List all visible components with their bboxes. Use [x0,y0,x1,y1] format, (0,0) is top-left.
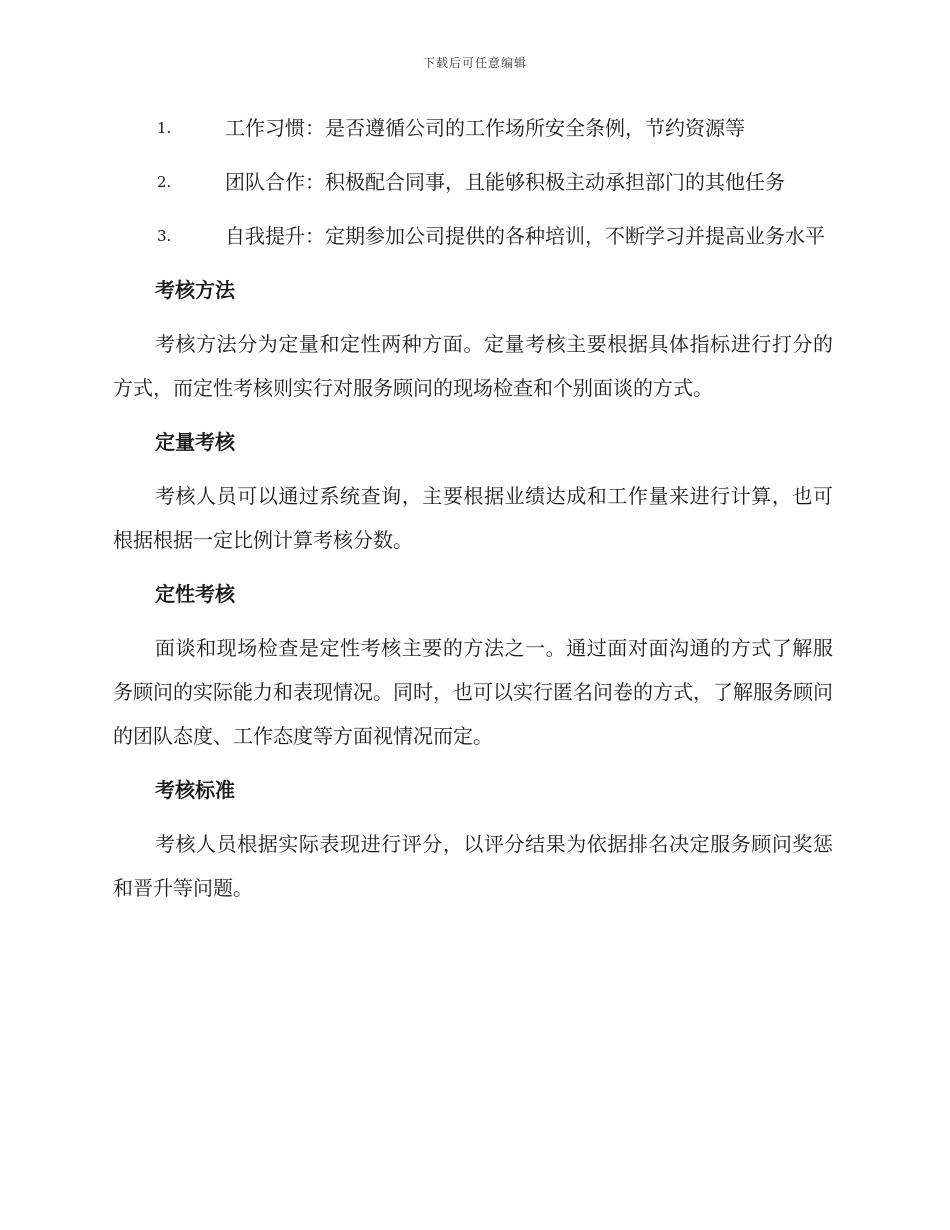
section-paragraph-quantitative: 考核人员可以通过系统查询，主要根据业绩达成和工作量来进行计算，也可根据根据一定比例计算考核分数。 [113,484,833,552]
section-paragraph-qualitative: 面谈和现场检查是定性考核主要的方法之一。通过面对面沟通的方式了解服务顾问的实际能力和表现情况。同时，也可以实行匿名问卷的方式，了解服务顾问的团队态度、工作态度等方面视情况而定。 [113,636,833,748]
section-paragraph-assessment-method: 考核方法分为定量和定性两种方面。定量考核主要根据具体指标进行打分的方式，而定性考核则实行对服务顾问的现场检查和个别面谈的方式。 [113,332,833,400]
list-item-number: 2. [157,173,172,191]
list-item-text: 自我提升：定期参加公司提供的各种培训，不断学习并提高业务水平 [225,224,825,248]
list-item-text: 团队合作：积极配合同事，且能够积极主动承担部门的其他任务 [225,170,785,194]
section-heading-standard: 考核标准 [155,778,235,802]
list-item [113,214,833,258]
list-item [113,160,833,204]
list-item-number: 1. [157,119,172,137]
section-heading-quantitative: 定量考核 [155,430,235,454]
section-heading-qualitative: 定性考核 [155,582,235,606]
section-paragraph-standard: 考核人员根据实际表现进行评分，以评分结果为依据排名决定服务顾问奖惩和晋升等问题。 [113,832,833,900]
document-body [113,106,833,920]
section-heading-assessment-method: 考核方法 [155,278,235,302]
list-item-number: 3. [157,227,172,245]
list-item [113,106,833,150]
page-header-note: 下载后可任意编辑 [422,56,527,70]
list-item-text: 工作习惯：是否遵循公司的工作场所安全条例，节约资源等 [225,116,745,140]
